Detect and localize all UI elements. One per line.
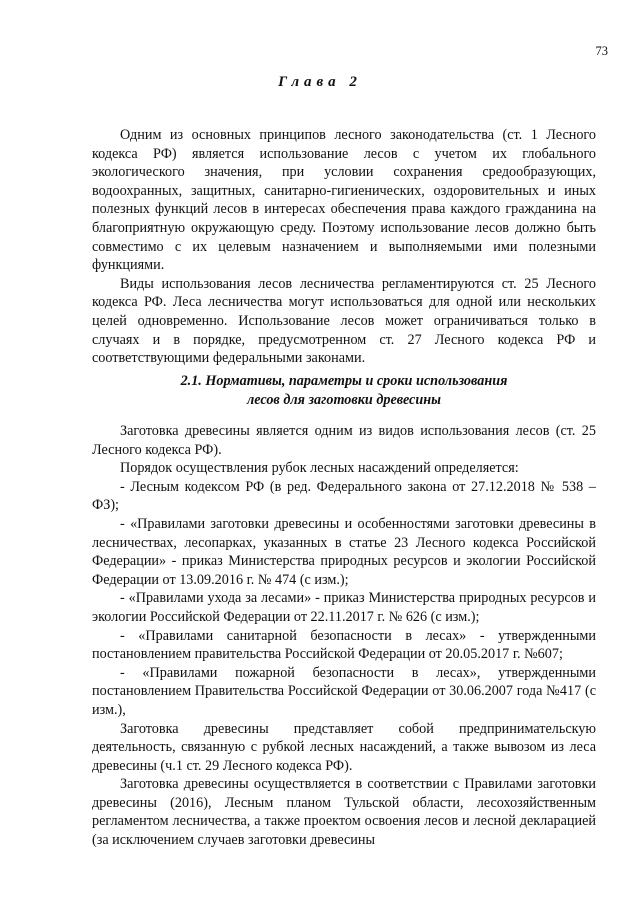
paragraph: Одним из основных принципов лесного законодательства (ст. 1 Лесного кодекса РФ) является использование лесов с учетом их глобального экологического значения, при условии сохранения средообразующих, водоохранных, защитных, санитарно-гигиенических, оздоровительных и иных полезных функций лесов в интересах обеспечения права каждого гражданина на благоприятную окружающую среду. Поэтому использование лесов должно быть совместимо с их целевым назначением и выполняемыми ими полезными функциями.: [92, 127, 596, 274]
list-item: - «Правилами пожарной безопасности в лесах», утвержденными постановлением Правительства Российской Федерации от 30.06.2007 года №417 (с изм.),: [92, 664, 596, 718]
section-title: [92, 372, 596, 409]
section-body-text: [92, 422, 596, 850]
list-item: - «Правилами ухода за лесами» - приказ Министерства природных ресурсов и экологии Российской Федерации от 22.11.2017 г. № 626 (с изм.);: [92, 590, 596, 625]
paragraph: Виды использования лесов лесничества регламентируются ст. 25 Лесного кодекса РФ. Леса лесничества могут использоваться для одной или нескольких целей одновременно. Использование лесов может ограничиваться только в случаях и в порядке, предусмотренном ст. 27 Лесного кодекса РФ и соответствующими федеральными законами.: [92, 275, 596, 367]
page-number: 73: [595, 44, 608, 58]
list-item: - «Правилами заготовки древесины и особенностями заготовки древесины в лесничествах, лесопарках, указанных в статье 23 Лесного кодекса Российской Федерации» - приказ Министерства природных ресурсов и экологии Российской Федерации от 13.09.2016 г. № 474 (с изм.);: [92, 515, 596, 588]
section-title-line: лесов для заготовки древесины: [247, 391, 441, 408]
section-title-line: 2.1. Нормативы, параметры и сроки использования: [180, 373, 508, 389]
chapter-title: Глава 2: [278, 74, 362, 90]
intro-text: [92, 126, 596, 368]
list-item: - Лесным кодексом РФ (в ред. Федерального закона от 27.12.2018 № 538 – ФЗ);: [92, 478, 596, 514]
paragraph: Заготовка древесины является одним из видов использования лесов (ст. 25 Лесного кодекса РФ).: [92, 423, 596, 458]
list-item: - «Правилами санитарной безопасности в лесах» - утвержденными постановлением правительства Российской Федерации от 20.05.2017 г. №607;: [92, 627, 596, 663]
paragraph: Заготовка древесины осуществляется в соответствии с Правилами заготовки древесины (2016), Лесным планом Тульской области, лесохозяйственным регламентом лесничества, а также проектом освоения лесов и лесной декларацией (за исключением случаев заготовки древесины: [92, 776, 596, 849]
paragraph: Заготовка древесины представляет собой предпринимательскую деятельность, связанную с рубкой лесных насаждений, а также вывозом из леса древесины (ч.1 ст. 29 Лесного кодекса РФ).: [92, 720, 596, 774]
paragraph: Порядок осуществления рубок лесных насаждений определяется:: [120, 460, 519, 477]
